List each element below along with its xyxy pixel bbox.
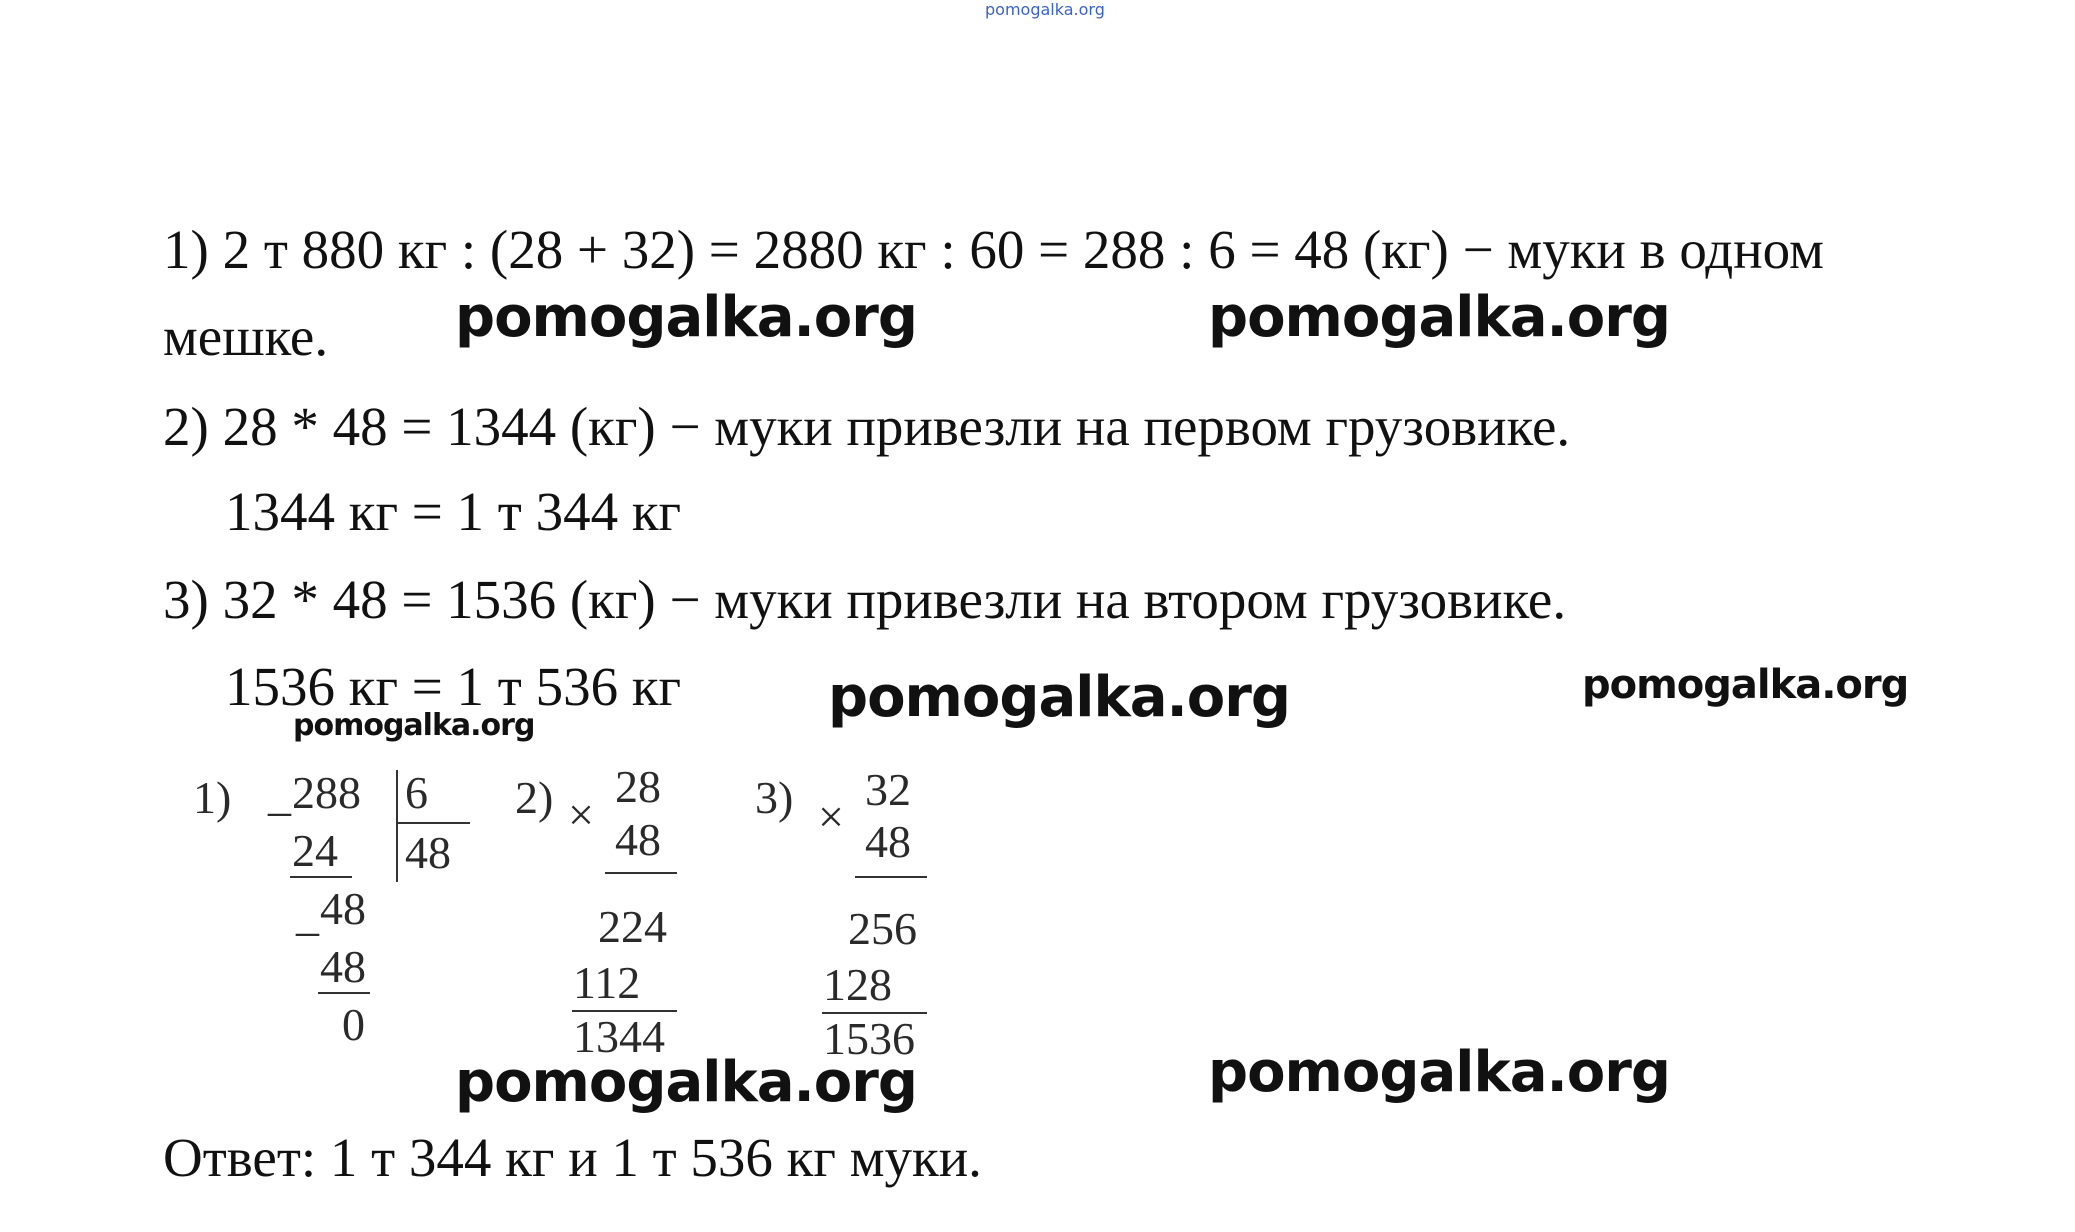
mult1-rule-1: [605, 872, 677, 874]
mult2-partial-2: 128: [823, 959, 892, 1010]
mult2-label: 3): [755, 772, 794, 823]
division-rem1: 48: [320, 883, 366, 934]
mult2-factor-a: 32: [865, 764, 911, 815]
mult1-total: 1344: [573, 1011, 665, 1062]
step2-conversion: 1344 кг = 1 т 344 кг: [225, 481, 682, 542]
watermark: pomogalka.org: [828, 665, 1290, 730]
step3-line: 3) 32 * 48 = 1536 (кг) − муки привезли на втором грузовике.: [163, 569, 1567, 630]
step1-line1: 1) 2 т 880 кг : (28 + 32) = 2880 кг : 60 = 288 : 6 = 48 (кг) − муки в одном: [163, 219, 1824, 280]
division-sub2: 48: [320, 941, 366, 992]
division-minus-2: _: [296, 889, 319, 940]
division-divisor-rule: [398, 822, 470, 824]
watermark: pomogalka.org: [455, 1050, 917, 1115]
mult2-total: 1536: [823, 1013, 915, 1064]
step1-line2: мешке.: [163, 306, 329, 367]
mult1-factor-b: 48: [615, 814, 661, 865]
division-dividend: 288: [292, 767, 361, 818]
step2-line: 2) 28 * 48 = 1344 (кг) − муки привезли на первом грузовике.: [163, 396, 1571, 457]
watermark: pomogalka.org: [1582, 662, 1909, 708]
step3-conversion: 1536 кг = 1 т 536 кг: [225, 656, 682, 717]
mult2-rule-1: [855, 876, 927, 878]
division-minus: _: [268, 769, 291, 820]
watermark: pomogalka.org: [293, 708, 535, 743]
division-vertical-rule: [396, 770, 398, 882]
mult1-factor-a: 28: [615, 761, 661, 812]
watermark: pomogalka.org: [1208, 1040, 1670, 1105]
division-result: 0: [342, 999, 365, 1050]
watermark: pomogalka.org: [455, 285, 917, 350]
division-divisor: 6: [405, 767, 428, 818]
watermark: pomogalka.org: [1208, 285, 1670, 350]
division-quotient: 48: [405, 827, 451, 878]
division-rule-2: [318, 992, 370, 994]
division-rule-1: [290, 876, 352, 878]
mult2-sign: ×: [818, 791, 844, 842]
site-mark-top: pomogalka.org: [985, 0, 1105, 19]
mult1-sign: ×: [568, 789, 594, 840]
mult2-factor-b: 48: [865, 816, 911, 867]
division-sub1: 24: [292, 825, 338, 876]
answer-line: Ответ: 1 т 344 кг и 1 т 536 кг муки.: [163, 1127, 982, 1188]
division-label: 1): [193, 772, 232, 823]
mult2-partial-1: 256: [848, 903, 917, 954]
mult1-partial-2: 112: [573, 957, 641, 1008]
mult1-label: 2): [515, 772, 554, 823]
mult1-partial-1: 224: [598, 901, 667, 952]
